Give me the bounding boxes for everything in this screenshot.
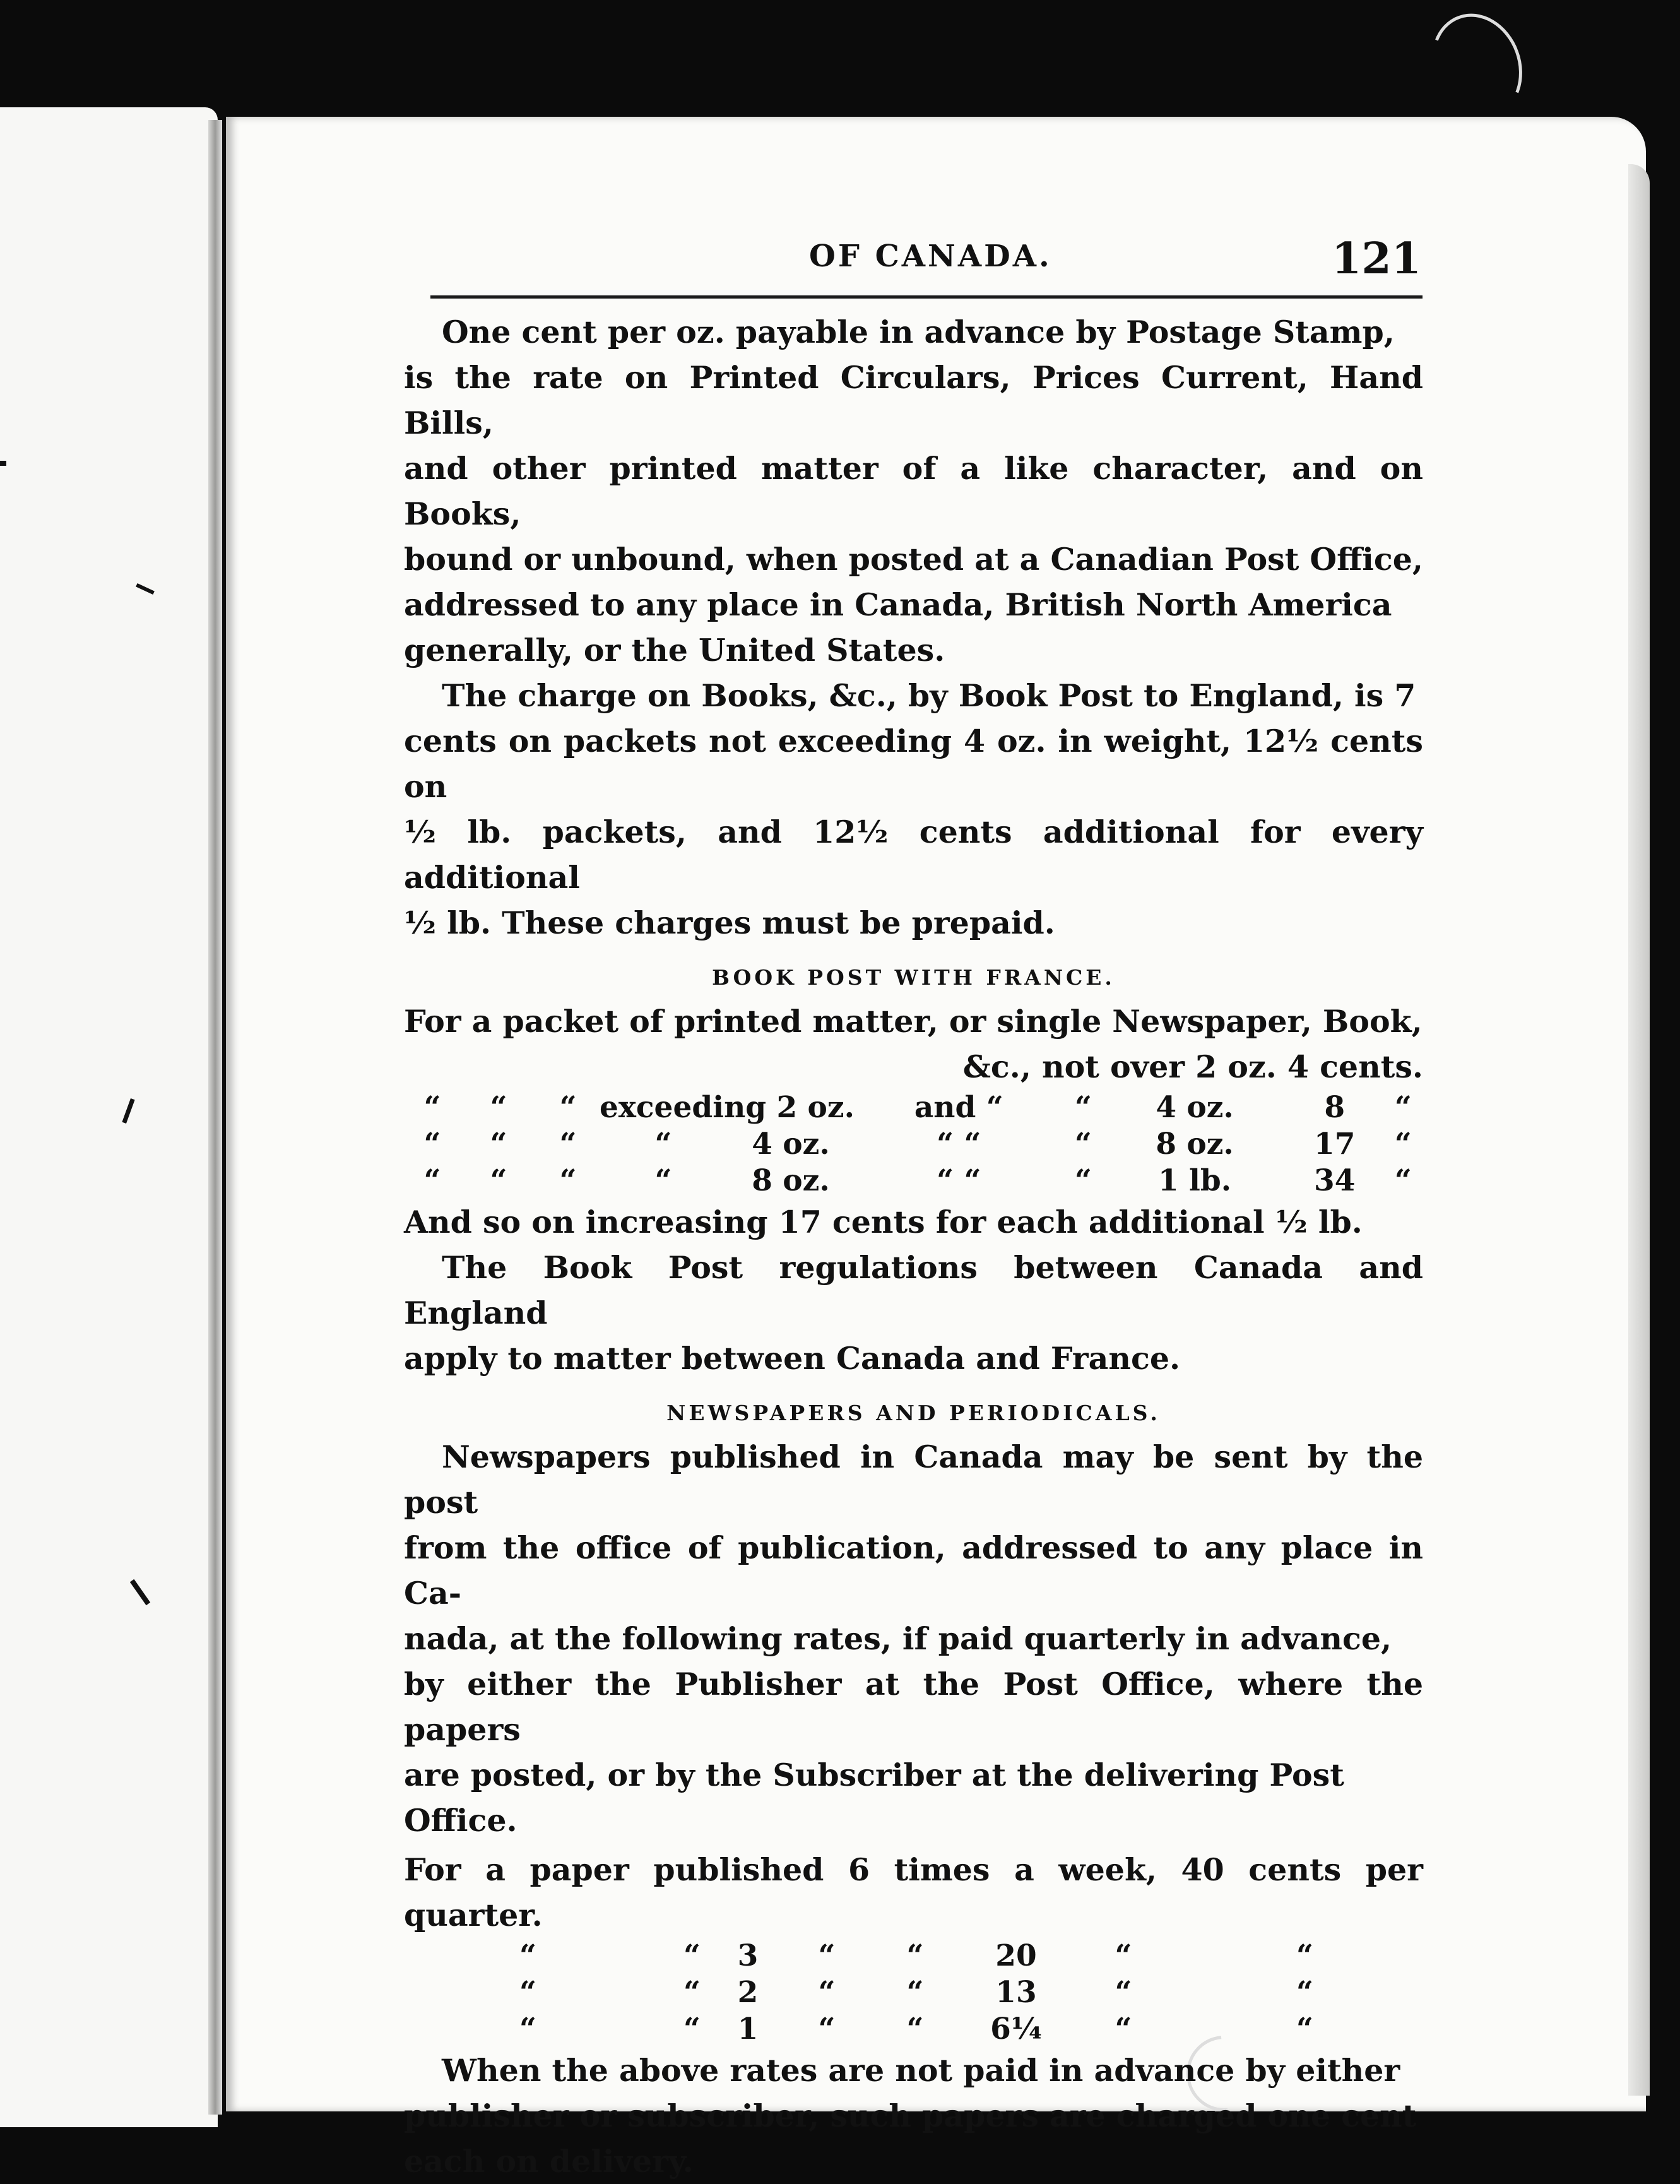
corner-scuff — [1417, 1, 1537, 132]
table-cell: “ — [683, 1938, 701, 1973]
table-cell: “ — [1296, 2012, 1314, 2046]
facing-page — [0, 107, 218, 2127]
page-edge — [1628, 164, 1650, 2096]
text-line: For a packet of printed matter, or single Newspaper, Book, — [404, 1003, 1423, 1040]
text-line: each on delivery. — [404, 2143, 694, 2180]
page-body — [404, 309, 1423, 2184]
text-line: &c., not over 2 oz. 4 cents. — [962, 1048, 1423, 1085]
table-cell: 34 — [1314, 1163, 1356, 1198]
table-cell: “ — [1074, 1090, 1092, 1125]
text-line: ½ lb. packets, and 12½ cents additional for every additional — [404, 814, 1423, 896]
table-cell: 1 — [737, 2012, 759, 2046]
table-cell: “ — [1074, 1127, 1092, 1161]
table-cell: 1 lb. — [1157, 1163, 1232, 1198]
ink-mark — [0, 461, 6, 466]
table-cell: 17 — [1314, 1127, 1356, 1161]
france-rate-table — [404, 1089, 1423, 1199]
table-cell: and “ — [914, 1090, 1003, 1125]
table-cell: exceeding 2 oz. — [600, 1090, 855, 1125]
table-cell: 3 — [737, 1938, 759, 1973]
table-cell: “ — [906, 2012, 924, 2046]
text-line: When the above rates are not paid in advance by either — [442, 2052, 1400, 2089]
table-cell: “ — [1394, 1163, 1412, 1198]
table-cell: “ — [423, 1127, 441, 1161]
table-cell: “ — [683, 1975, 701, 2010]
text-line: For a paper published 6 times a week, 40 cents per quarter. — [404, 1851, 1423, 1933]
table-cell: “ — [423, 1163, 441, 1198]
table-cell: “ — [1115, 2012, 1132, 2046]
text-line: And so on increasing 17 cents for each additional ½ lb. — [404, 1204, 1363, 1240]
running-head — [430, 234, 1421, 289]
table-cell: “ “ — [937, 1127, 981, 1161]
text-line: The Book Post regulations between Canada and England — [404, 1249, 1423, 1331]
table-cell: 8 — [1324, 1090, 1346, 1125]
text-line: are posted, or by the Subscriber at the delivering Post — [404, 1757, 1344, 1793]
table-row — [404, 1974, 1423, 2011]
france-section-heading: BOOK POST WITH FRANCE. — [712, 965, 1115, 990]
table-row — [404, 1089, 1423, 1126]
table-cell: “ — [906, 1938, 924, 1973]
table-cell: “ — [519, 1938, 536, 1973]
text-line: nada, at the following rates, if paid quarterly in advance, — [404, 1620, 1392, 1657]
table-cell: “ — [683, 2012, 701, 2046]
text-line: Office. — [404, 1802, 518, 1839]
newspaper-rate-table — [404, 1938, 1423, 2048]
table-cell: 13 — [995, 1975, 1037, 2010]
table-cell: 4 oz. — [1156, 1090, 1234, 1125]
table-cell: 8 oz. — [752, 1163, 830, 1198]
table-cell: “ — [1115, 1938, 1132, 1973]
book-gutter — [208, 120, 222, 2115]
table-cell: “ — [519, 1975, 536, 2010]
table-cell: “ — [1296, 1938, 1314, 1973]
text-line: is the rate on Printed Circulars, Prices Current, Hand Bills, — [404, 359, 1423, 441]
table-cell: “ — [1074, 1163, 1092, 1198]
table-cell: “ — [1394, 1090, 1412, 1125]
page-number: 121 — [1332, 234, 1421, 284]
table-cell: “ — [654, 1163, 672, 1198]
table-cell: 4 oz. — [752, 1127, 830, 1161]
text-line: publisher or subscriber, such papers are charged one cent — [404, 2098, 1417, 2134]
table-cell: “ — [1394, 1127, 1412, 1161]
table-cell: “ — [559, 1127, 577, 1161]
table-cell: “ — [818, 1975, 836, 2010]
table-cell: “ — [519, 2012, 536, 2046]
table-cell: “ — [818, 1938, 836, 1973]
text-line: bound or unbound, when posted at a Canadian Post Office, — [404, 541, 1423, 578]
text-line: apply to matter between Canada and France. — [404, 1340, 1181, 1377]
running-head-title: OF CANADA. — [809, 239, 1052, 274]
newspaper-section-heading: NEWSPAPERS AND PERIODICALS. — [666, 1401, 1161, 1425]
text-line: Newspapers published in Canada may be sent by the post — [404, 1439, 1423, 1521]
table-cell: “ “ — [937, 1163, 981, 1198]
text-line: cents on packets not exceeding 4 oz. in weight, 12½ cents on — [404, 723, 1423, 805]
england-paragraph — [404, 673, 1423, 946]
table-cell: “ — [906, 1975, 924, 2010]
table-row — [404, 2011, 1423, 2048]
intro-paragraph — [404, 309, 1423, 673]
table-cell: 2 — [737, 1975, 759, 2010]
table-cell: “ — [1296, 1975, 1314, 2010]
text-line: addressed to any place in Canada, British North America — [404, 586, 1392, 623]
table-row — [404, 1126, 1423, 1163]
text-line: One cent per oz. payable in advance by Postage Stamp, — [442, 314, 1395, 350]
text-line: generally, or the United States. — [404, 632, 945, 668]
text-line: from the office of publication, addressed to any place in Ca- — [404, 1529, 1423, 1611]
header-rule — [430, 295, 1423, 299]
table-row — [404, 1163, 1423, 1199]
text-line: The charge on Books, &c., by Book Post to England, is 7 — [442, 677, 1416, 714]
text-line: by either the Publisher at the Post Office, where the papers — [404, 1666, 1423, 1748]
table-cell: “ — [654, 1127, 672, 1161]
table-cell: “ — [818, 2012, 836, 2046]
table-cell: 20 — [995, 1938, 1037, 1973]
table-cell: “ — [490, 1090, 507, 1125]
text-line: and other printed matter of a like character, and on Books, — [404, 450, 1423, 532]
table-cell: “ — [423, 1090, 441, 1125]
table-cell: “ — [559, 1090, 577, 1125]
table-cell: “ — [490, 1163, 507, 1198]
table-cell: “ — [559, 1163, 577, 1198]
table-cell: 8 oz. — [1156, 1127, 1234, 1161]
table-cell: 6¼ — [990, 2012, 1042, 2046]
table-cell: “ — [1115, 1975, 1132, 2010]
text-line: ½ lb. These charges must be prepaid. — [404, 905, 1055, 941]
table-cell: “ — [490, 1127, 507, 1161]
table-row — [404, 1938, 1423, 1974]
